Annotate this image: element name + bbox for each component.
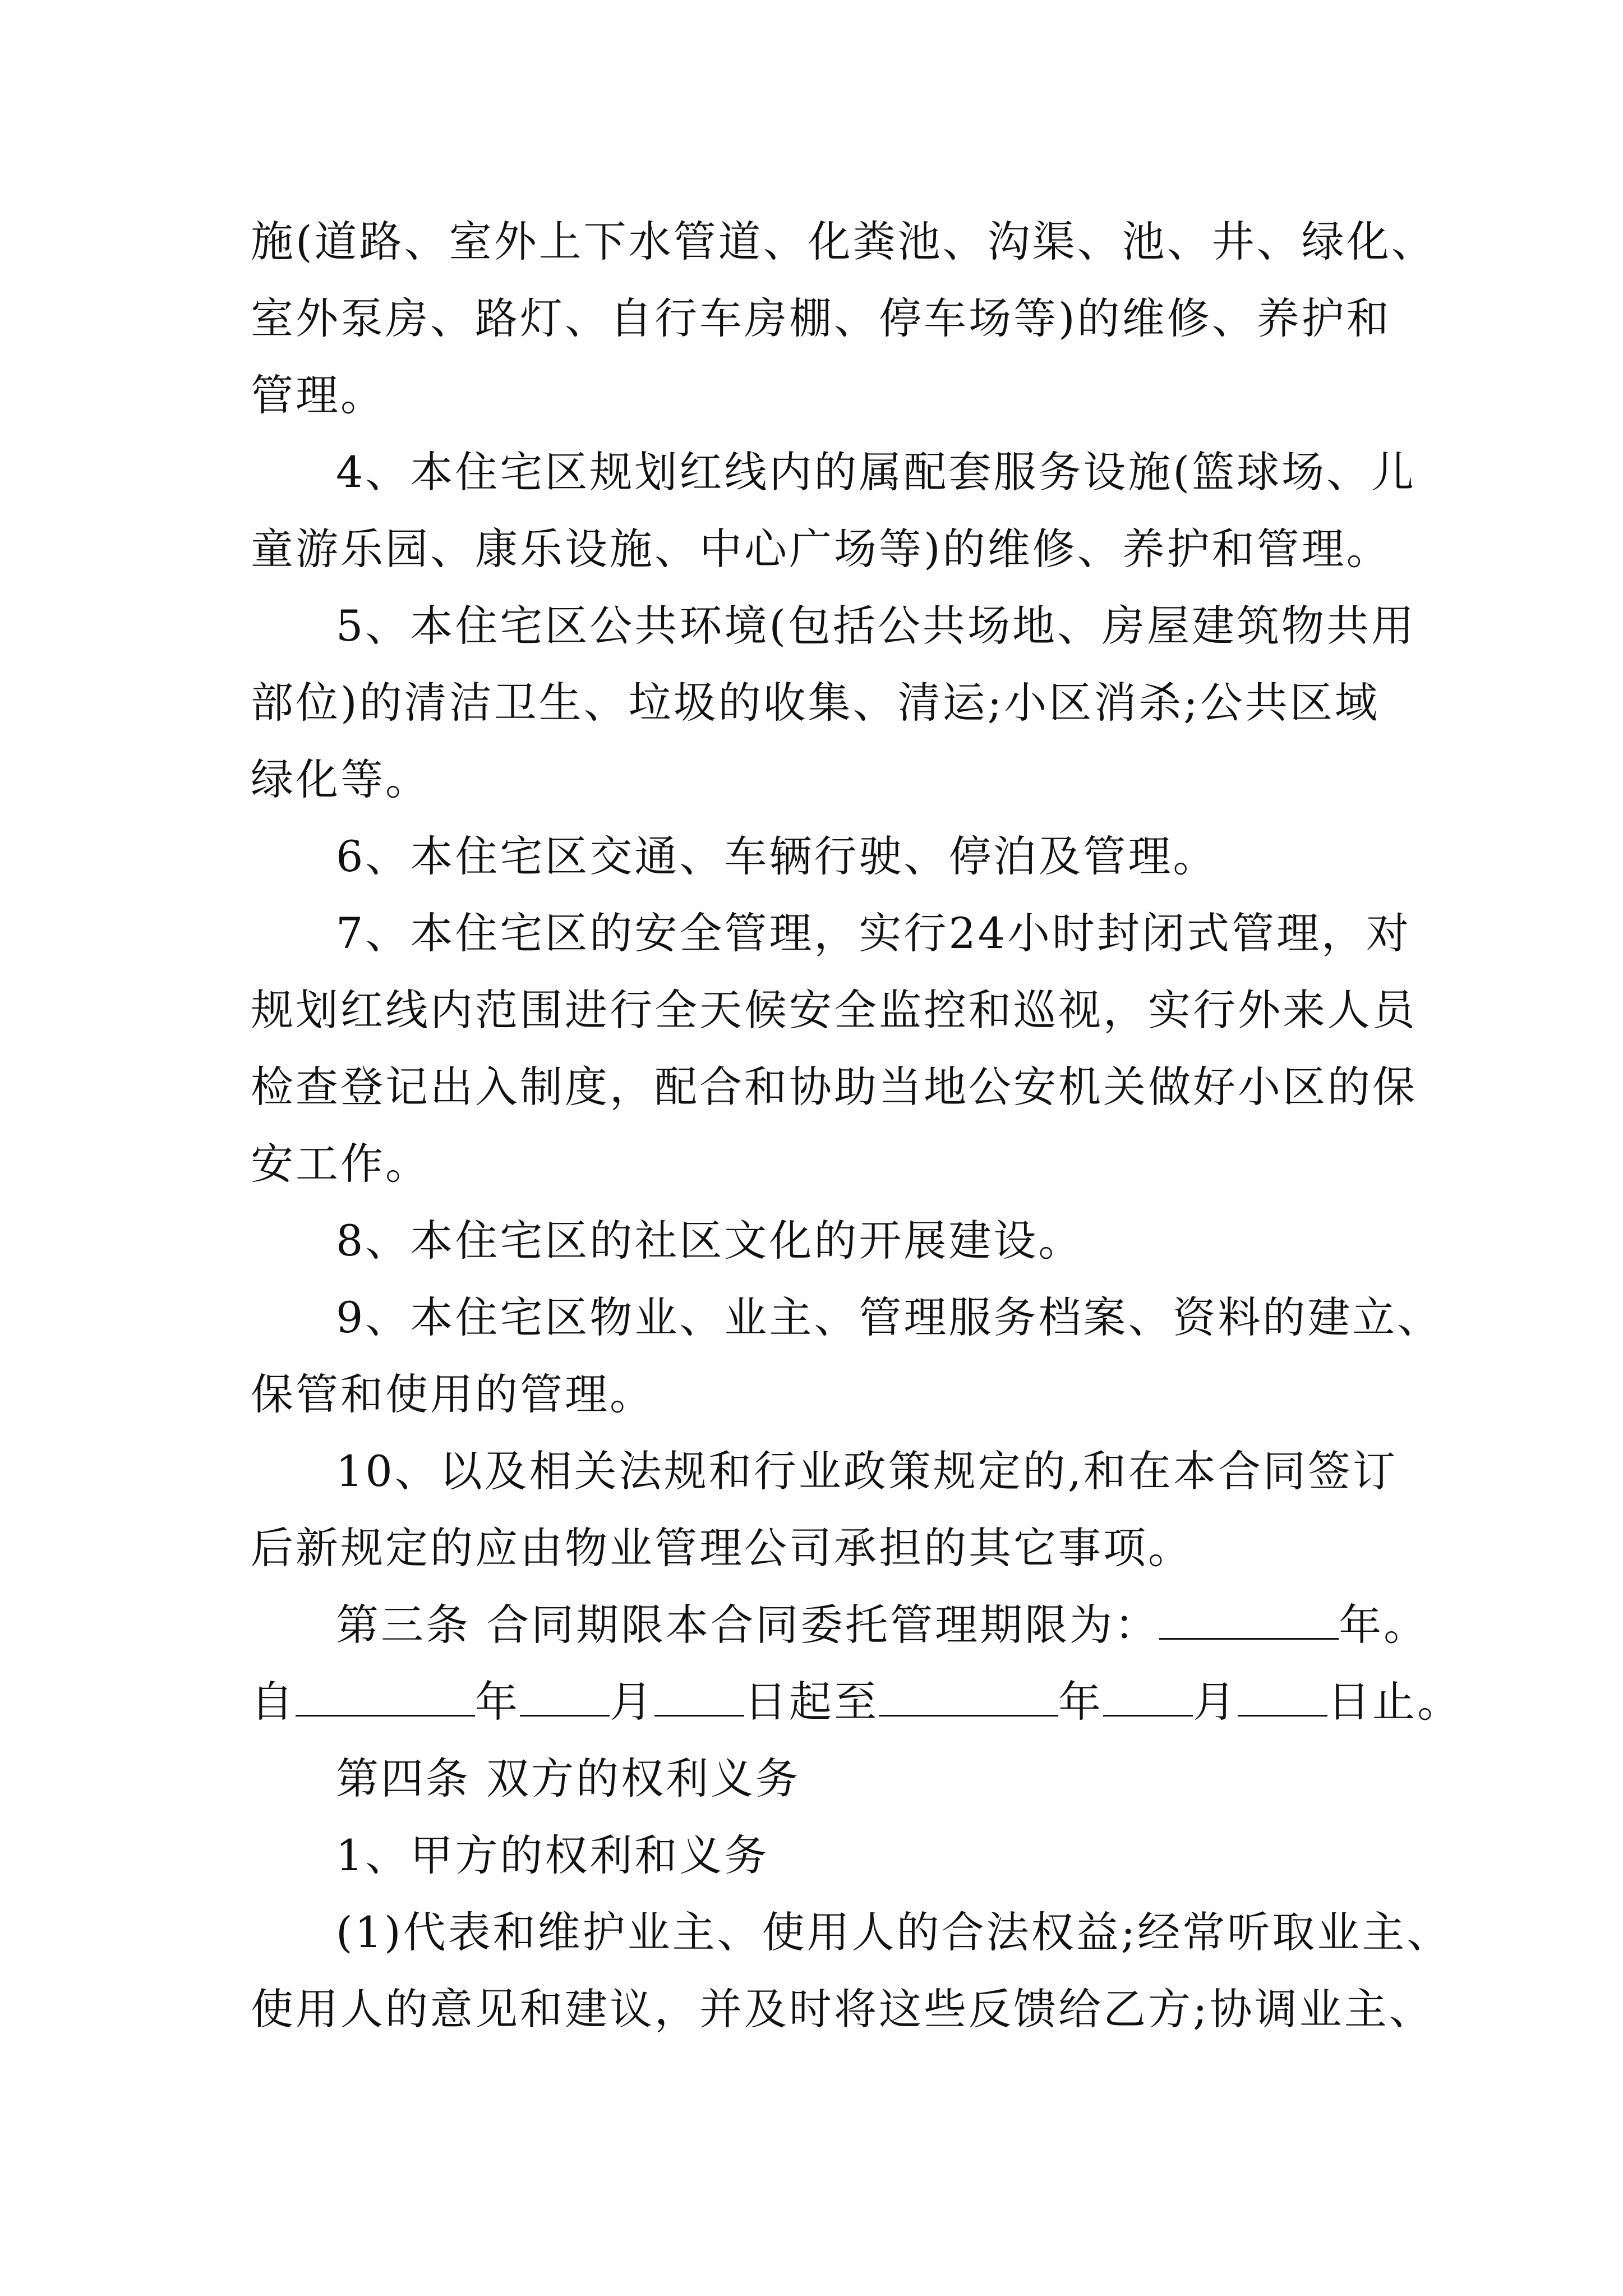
paragraph-item-1: (1)代表和维护业主、使用人的合法权益;经常听取业主、 xyxy=(336,1907,1452,1957)
paragraph-item-10: 10、以及相关法规和行业政策规定的,和在本合同签订 xyxy=(336,1446,1398,1496)
text-line: 施(道路、室外上下水管道、化粪池、沟渠、池、井、绿化、 xyxy=(251,217,1436,266)
start-year-blank[interactable] xyxy=(296,1676,475,1717)
text-line: 规划红线内范围进行全天候安全监控和巡视，实行外来人员 xyxy=(251,985,1417,1035)
date-from-label: 自 xyxy=(251,1677,296,1727)
section-heading: 1、甲方的权利和义务 xyxy=(336,1830,769,1880)
text-line: 部位)的清洁卫生、垃圾的收集、清运;小区消杀;公共区域 xyxy=(251,678,1380,728)
text-line: 绿化等。 xyxy=(251,754,430,804)
article-3-suffix: 年。 xyxy=(1339,1600,1429,1650)
text-line: 安工作。 xyxy=(251,1139,430,1189)
start-month-blank[interactable] xyxy=(520,1676,610,1717)
month-label: 月 xyxy=(610,1677,654,1727)
document-body xyxy=(251,203,1462,2047)
article-3-line-2 xyxy=(251,1663,1462,1740)
year-label: 年 xyxy=(475,1677,520,1727)
text-line: 管理。 xyxy=(251,370,385,420)
paragraph-item-6: 6、本住宅区交通、车辆行驶、停泊及管理。 xyxy=(336,831,1218,881)
text-line: 室外泵房、路灯、自行车房棚、停车场等)的维修、养护和 xyxy=(251,293,1391,343)
end-month-blank[interactable] xyxy=(1103,1676,1193,1717)
end-year-blank[interactable] xyxy=(879,1676,1058,1717)
paragraph-item-7: 7、本住宅区的安全管理，实行24小时封闭式管理，对 xyxy=(336,908,1412,958)
month-label: 月 xyxy=(1193,1677,1238,1727)
year-label: 年 xyxy=(1058,1677,1103,1727)
article-3-prefix: 第三条 合同期限本合同委托管理期限为： xyxy=(336,1600,1160,1650)
paragraph-item-9: 9、本住宅区物业、业主、管理服务档案、资料的建立、 xyxy=(336,1292,1442,1342)
text-line: 童游乐园、康乐设施、中心广场等)的维修、养护和管理。 xyxy=(251,524,1391,574)
text-line: 后新规定的应由物业管理公司承担的其它事项。 xyxy=(251,1523,1193,1573)
end-day-blank[interactable] xyxy=(1238,1676,1327,1717)
paragraph-item-4: 4、本住宅区规划红线内的属配套服务设施(篮球场、儿 xyxy=(336,447,1417,497)
article-3-line-1 xyxy=(251,1586,1429,1663)
term-years-blank[interactable] xyxy=(1159,1599,1339,1640)
day-end-label: 日止。 xyxy=(1327,1677,1462,1727)
article-4-heading: 第四条 双方的权利义务 xyxy=(336,1754,801,1803)
day-from-label: 日起至 xyxy=(744,1677,879,1727)
text-line: 使用人的意见和建议，并及时将这些反馈给乙方;协调业主、 xyxy=(251,1984,1434,2034)
start-day-blank[interactable] xyxy=(654,1676,744,1717)
text-line: 检查登记出入制度，配合和协助当地公安机关做好小区的保 xyxy=(251,1062,1417,1112)
text-line: 保管和使用的管理。 xyxy=(251,1369,654,1419)
paragraph-item-8: 8、本住宅区的社区文化的开展建设。 xyxy=(336,1216,1083,1266)
paragraph-item-5: 5、本住宅区公共环境(包括公共场地、房屋建筑物共用 xyxy=(336,601,1417,651)
